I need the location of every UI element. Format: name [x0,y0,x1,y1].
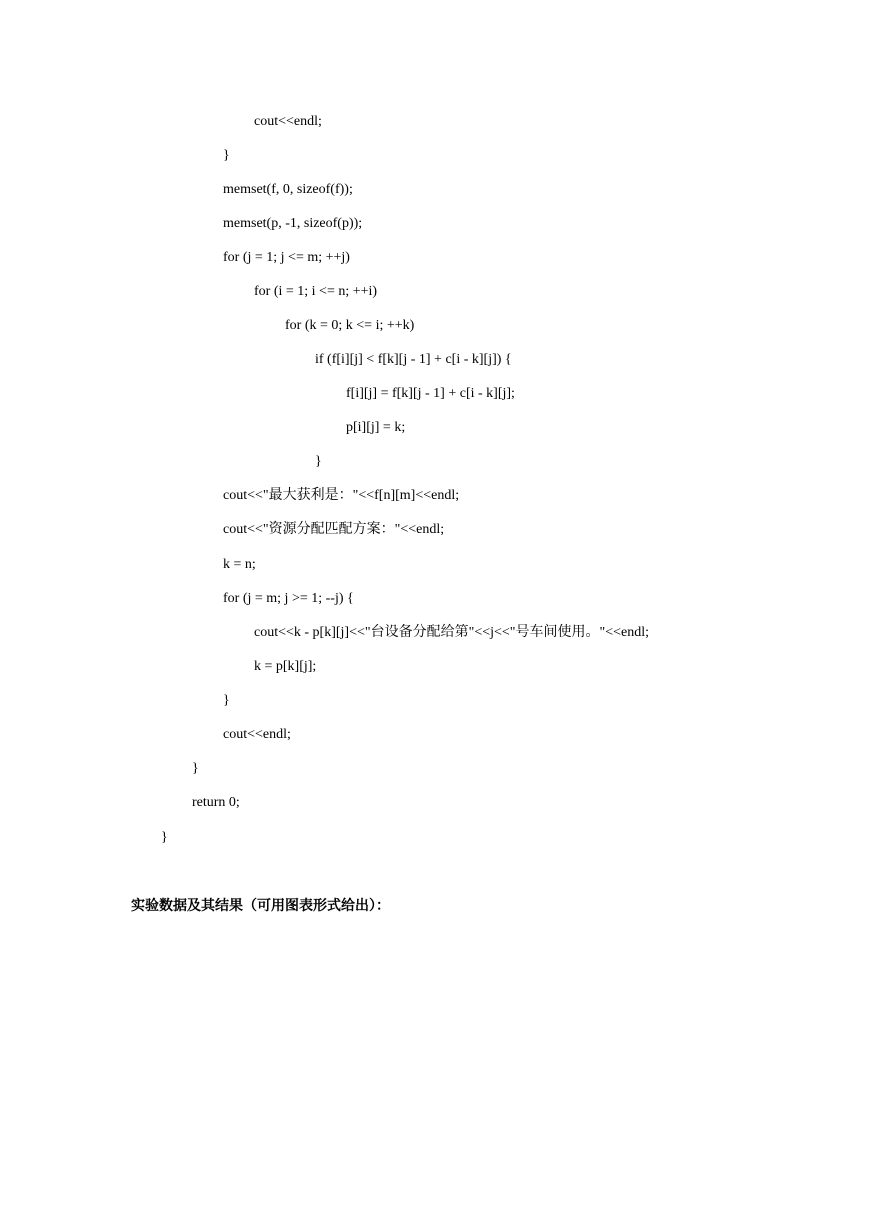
code-line: cout<<endl; [223,727,291,742]
code-line: } [192,761,199,776]
code-line: for (j = m; j >= 1; --j) { [223,591,354,606]
code-line: } [223,693,230,708]
code-line: f[i][j] = f[k][j - 1] + c[i - k][j]; [346,386,515,401]
code-line: k = n; [223,557,256,572]
code-line: k = p[k][j]; [254,659,317,674]
code-line: p[i][j] = k; [346,420,406,435]
code-line: } [223,148,230,163]
code-line: cout<<endl; [254,114,322,129]
code-line: for (k = 0; k <= i; ++k) [285,318,415,333]
code-line: } [315,454,322,469]
code-line: } [161,830,168,845]
code-line: for (j = 1; j <= m; ++j) [223,250,350,265]
code-line: for (i = 1; i <= n; ++i) [254,284,378,299]
code-line: return 0; [192,795,240,810]
code-line: memset(p, -1, sizeof(p)); [223,216,363,231]
code-line: cout<<k - p[k][j]<<"台设备分配给第"<<j<<"号车间使用。"<<endl; [254,625,650,640]
code-line: cout<<"资源分配匹配方案："<<endl; [223,522,445,537]
code-line: if (f[i][j] < f[k][j - 1] + c[i - k][j]) { [315,352,512,367]
code-line: cout<<"最大获利是："<<f[n][m]<<endl; [223,488,460,503]
code-line: memset(f, 0, sizeof(f)); [223,182,353,197]
section-heading: 实验数据及其结果（可用图表形式给出）： [131,899,390,914]
